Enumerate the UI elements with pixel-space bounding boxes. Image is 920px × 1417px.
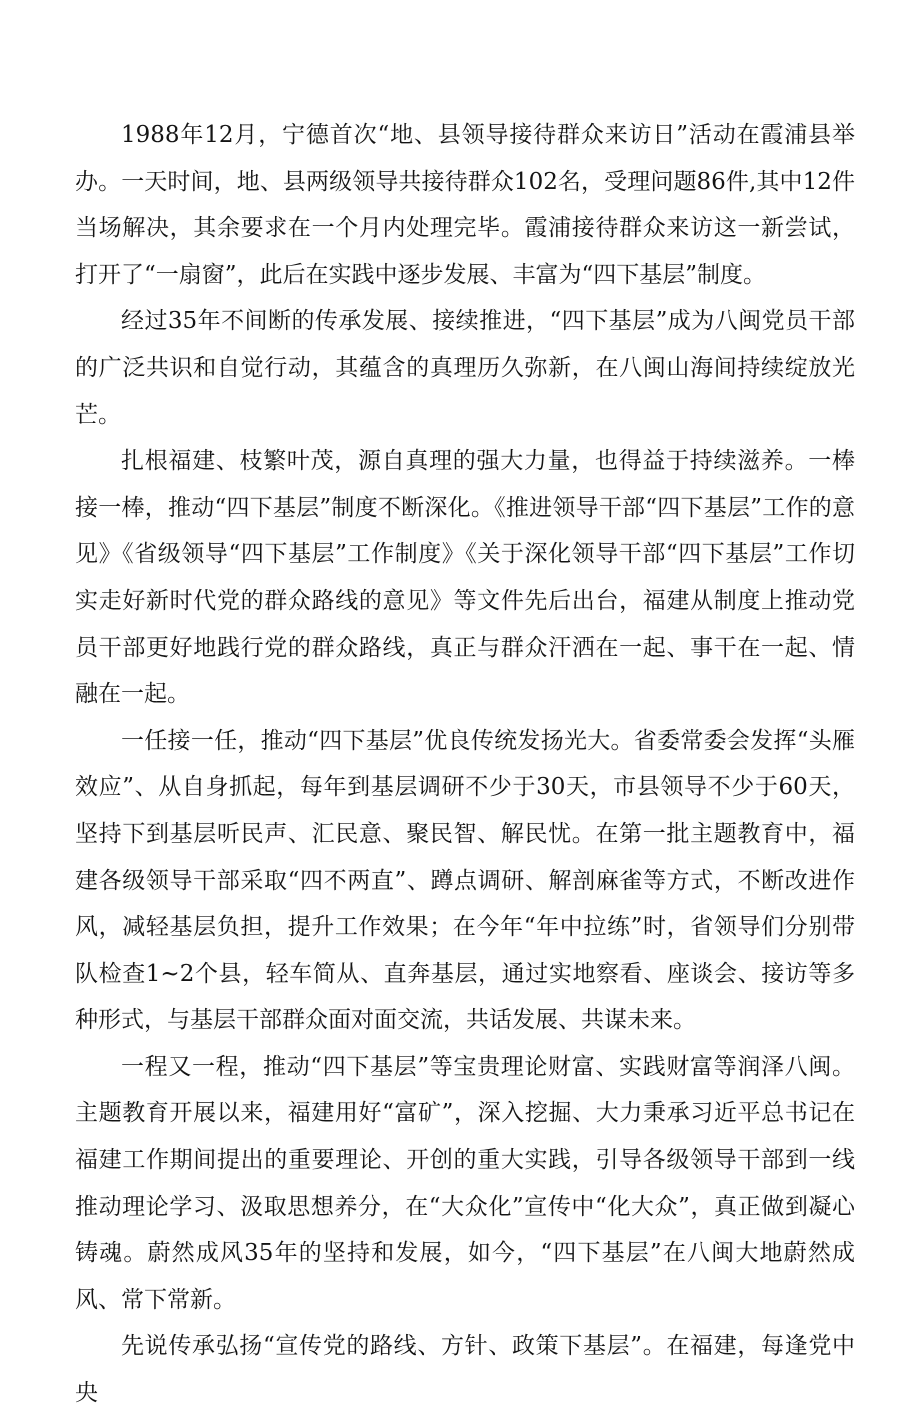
paragraph-theory-nourishing-fujian: 一程又一程，推动“四下基层”等宝贵理论财富、实践财富等润泽八闽。主题教育开展以来，福建用好“富矿”，深入挖掘、大力秉承习近平总书记在福建工作期间提出的重要理论、开创的重大实践，引导各级领导干部到一线推动理论学习、汲取思想养分，在“大众化”宣传中“化大众”，真正做到凝心铸魂。蔚然成风35年的坚持和发展，如今，“四下基层”在八闽大地蔚然成风、常下常新。 [75,1053,855,1313]
document-body [75,112,855,1417]
paragraph-tradition-carried-forward: 一任接一任，推动“四下基层”优良传统发扬光大。省委常委会发挥“头雁效应”、从自身抓起，每年到基层调研不少于30天，市县领导不少于60天，坚持下到基层听民声、汇民意、聚民智、解民忧。在第一批主题教育中，福建各级领导干部采取“四不两直”、蹲点调研、解剖麻雀等方式，不断改进作风，减轻基层负担，提升工作效果；在今年“年中拉练”时，省领导们分别带队检查1~2个县，轻车简从、直奔基层，通过实地察看、座谈会、接访等多种形式，与基层干部群众面对面交流，共话发展、共谋未来。 [75,727,855,1034]
paragraph-35-years-consensus: 经过35年不间断的传承发展、接续推进，“四下基层”成为八闽党员干部的广泛共识和自觉行动，其蕴含的真理历久弥新，在八闽山海间持续绽放光芒。 [75,308,855,428]
paragraph-policy-propaganda: 先说传承弘扬“宣传党的路线、方针、政策下基层”。在福建，每逢党中央 [75,1333,855,1407]
paragraph-institution-deepening: 扎根福建、枝繁叶茂，源自真理的强大力量，也得益于持续滋养。一棒接一棒，推动“四下基层”制度不断深化。《推进领导干部“四下基层”工作的意见》《省级领导“四下基层”工作制度》《关于深化领导干部“四下基层”工作切实走好新时代党的群众路线的意见》等文件先后出台，福建从制度上推动党员干部更好地践行党的群众路线，真正与群众汗洒在一起、事干在一起、情融在一起。 [75,448,855,708]
paragraph-xiapu-reception-day: 1988年12月，宁德首次“地、县领导接待群众来访日”活动在霞浦县举办。一天时间，地、县两级领导共接待群众102名，受理问题86件,其中12件当场解决，其余要求在一个月内处理完毕。霞浦接待群众来访这一新尝试，打开了“一扇窗”，此后在实践中逐步发展、丰富为“四下基层”制度。 [75,122,855,288]
